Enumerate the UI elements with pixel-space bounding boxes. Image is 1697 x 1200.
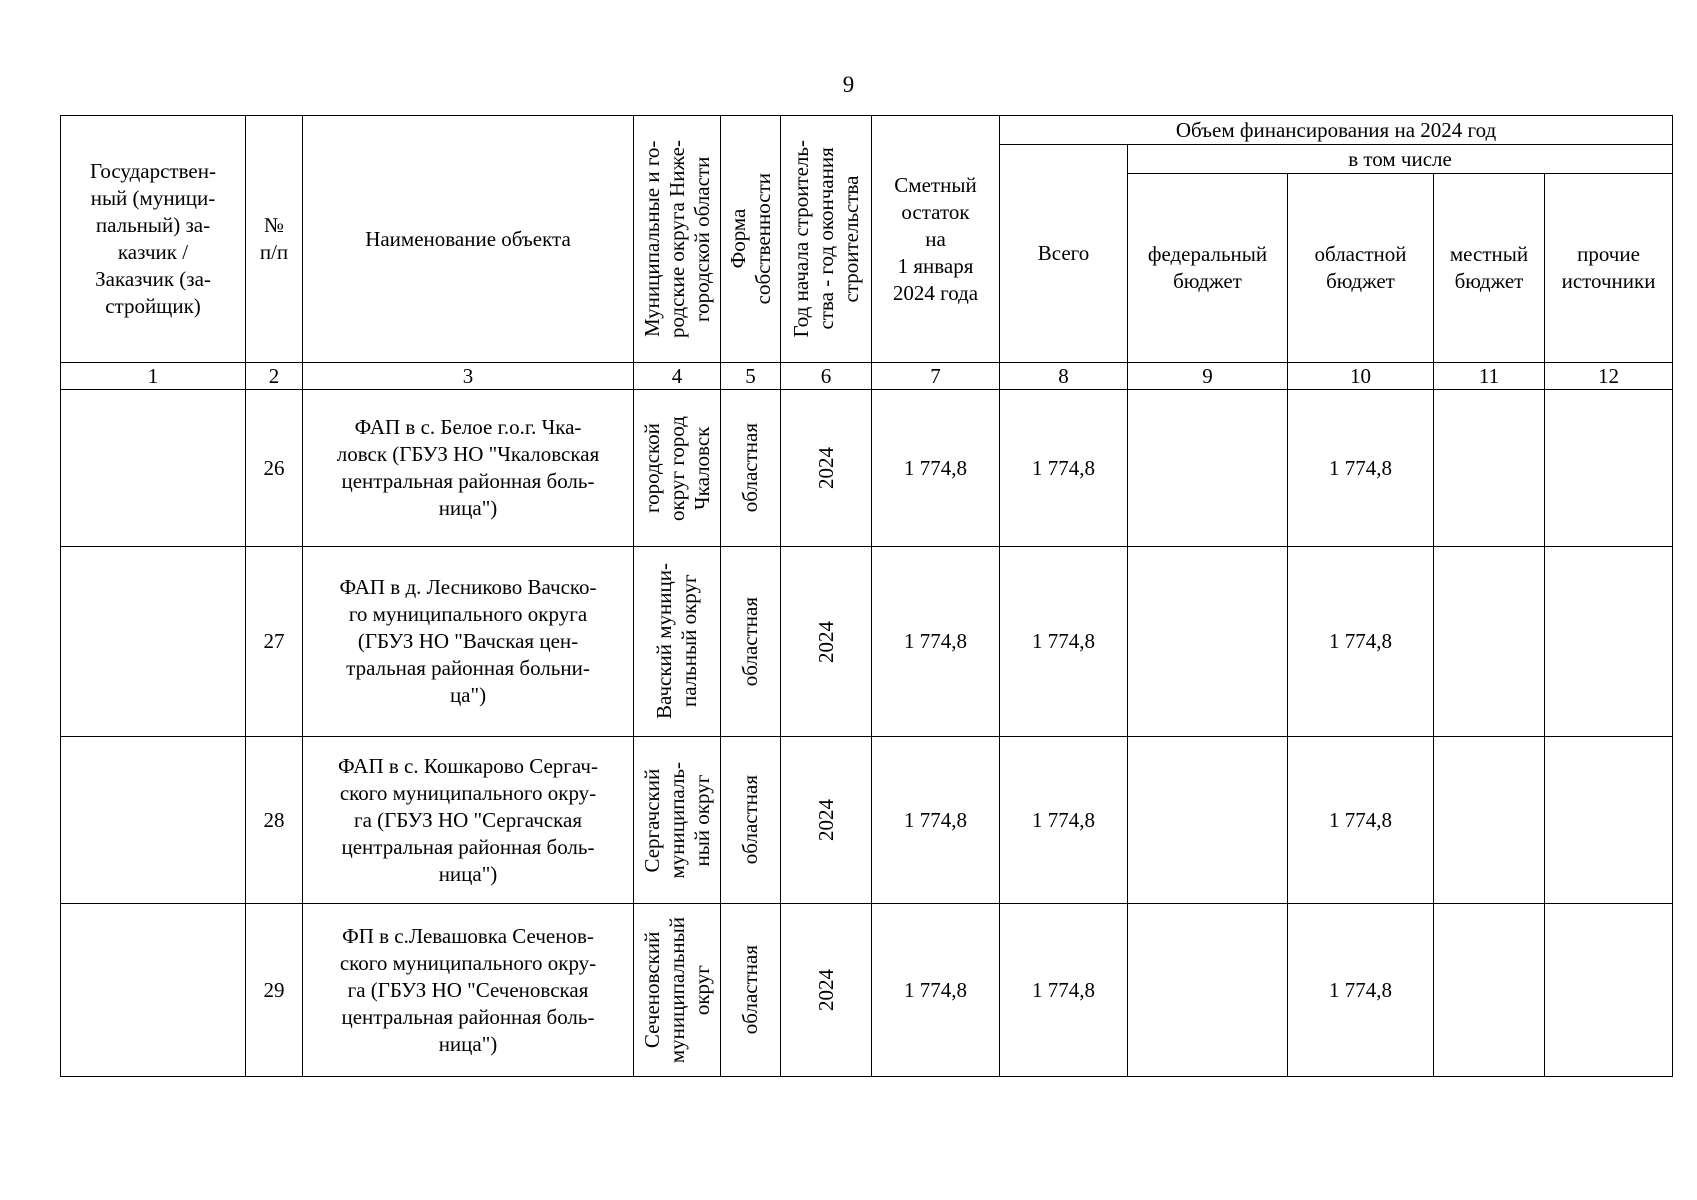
other-amount	[1545, 737, 1673, 904]
local-amount	[1434, 904, 1545, 1077]
estimated-balance: 1 774,8	[872, 390, 1000, 547]
header-local: местный бюджет	[1434, 174, 1545, 363]
table-row	[61, 390, 1673, 547]
years-text: 2024	[813, 620, 838, 663]
header-object-name: Наименование объекта	[303, 116, 634, 363]
years-cell	[781, 904, 872, 1077]
estimated-balance: 1 774,8	[872, 904, 1000, 1077]
page-number: 9	[842, 72, 855, 97]
header-district-cell	[634, 116, 721, 363]
total-amount: 1 774,8	[1000, 547, 1128, 737]
district-text: Сеченовский муниципальный округ	[639, 916, 714, 1064]
federal-amount	[1128, 547, 1288, 737]
customer-cell	[61, 737, 246, 904]
header-row-top	[61, 116, 1673, 145]
column-number: 2	[246, 363, 303, 390]
total-amount: 1 774,8	[1000, 390, 1128, 547]
district-text: Вачский муници- пальный округ	[652, 563, 701, 720]
ownership-cell	[721, 904, 781, 1077]
district-cell	[634, 390, 721, 547]
column-number: 8	[1000, 363, 1128, 390]
financing-table	[60, 115, 1673, 1077]
row-number: 28	[246, 737, 303, 904]
years-cell	[781, 547, 872, 737]
years-cell	[781, 390, 872, 547]
table-row	[61, 904, 1673, 1077]
column-number: 7	[872, 363, 1000, 390]
years-cell	[781, 737, 872, 904]
header-including: в том числе	[1128, 145, 1673, 174]
header-ownership: Форма собственности	[725, 173, 775, 305]
customer-cell	[61, 547, 246, 737]
years-text: 2024	[813, 447, 838, 489]
ownership-text: областная	[738, 775, 762, 865]
local-amount	[1434, 390, 1545, 547]
federal-amount	[1128, 390, 1288, 547]
district-text: Сергачский муниципаль- ный округ	[639, 761, 714, 879]
ownership-cell	[721, 737, 781, 904]
regional-amount: 1 774,8	[1288, 904, 1434, 1077]
district-cell	[634, 904, 721, 1077]
customer-cell	[61, 904, 246, 1077]
object-name: ФАП в с. Кошкарово Сергач- ского муниципального окру- га (ГБУЗ НО "Сергачская центральная районная боль- ница")	[303, 737, 634, 904]
header-years: Год начала строитель- ства - год окончания строительства	[788, 140, 863, 338]
column-number: 4	[634, 363, 721, 390]
district-cell	[634, 737, 721, 904]
customer-cell	[61, 390, 246, 547]
years-text: 2024	[813, 969, 838, 1011]
row-number: 29	[246, 904, 303, 1077]
column-number: 12	[1545, 363, 1673, 390]
header-years-cell	[781, 116, 872, 363]
regional-amount: 1 774,8	[1288, 390, 1434, 547]
column-number: 3	[303, 363, 634, 390]
header-total: Всего	[1000, 145, 1128, 363]
federal-amount	[1128, 737, 1288, 904]
other-amount	[1545, 390, 1673, 547]
estimated-balance: 1 774,8	[872, 737, 1000, 904]
header-federal: федеральный бюджет	[1128, 174, 1288, 363]
column-number: 11	[1434, 363, 1545, 390]
column-number: 10	[1288, 363, 1434, 390]
district-cell	[634, 547, 721, 737]
object-name: ФП в с.Левашовка Сеченов- ского муниципального окру- га (ГБУЗ НО "Сеченовская центральная районная боль- ница")	[303, 904, 634, 1077]
ownership-text: областная	[738, 423, 762, 513]
ownership-cell	[721, 547, 781, 737]
ownership-text: областная	[738, 596, 762, 687]
years-text: 2024	[813, 799, 838, 841]
federal-amount	[1128, 904, 1288, 1077]
header-ownership-cell	[721, 116, 781, 363]
header-customer: Государствен- ный (муници- пальный) за- казчик / Заказчик (за- стройщик)	[61, 116, 246, 363]
object-name: ФАП в с. Белое г.о.г. Чка- ловск (ГБУЗ НО "Чкаловская центральная районная боль- ница")	[303, 390, 634, 547]
ownership-cell	[721, 390, 781, 547]
estimated-balance: 1 774,8	[872, 547, 1000, 737]
header-other: прочие источники	[1545, 174, 1673, 363]
row-number: 27	[246, 547, 303, 737]
table-row	[61, 547, 1673, 737]
other-amount	[1545, 904, 1673, 1077]
table-row	[61, 737, 1673, 904]
local-amount	[1434, 547, 1545, 737]
regional-amount: 1 774,8	[1288, 737, 1434, 904]
total-amount: 1 774,8	[1000, 904, 1128, 1077]
local-amount	[1434, 737, 1545, 904]
district-text: городской округ город Чкаловск	[639, 415, 714, 521]
header-district: Муниципальные и го- родские округа Ниже- городской области	[639, 140, 714, 338]
column-number: 9	[1128, 363, 1288, 390]
object-name: ФАП в д. Лесниково Вачско- го муниципального округа (ГБУЗ НО "Вачская цен- тральная районная больни- ца")	[303, 547, 634, 737]
header-regional: областной бюджет	[1288, 174, 1434, 363]
column-number: 1	[61, 363, 246, 390]
column-numbers-row	[61, 363, 1673, 390]
total-amount: 1 774,8	[1000, 737, 1128, 904]
header-estimated-balance: Сметный остаток на 1 января 2024 года	[872, 116, 1000, 363]
regional-amount: 1 774,8	[1288, 547, 1434, 737]
column-number: 6	[781, 363, 872, 390]
header-number: № п/п	[246, 116, 303, 363]
column-number: 5	[721, 363, 781, 390]
row-number: 26	[246, 390, 303, 547]
header-financing: Объем финансирования на 2024 год	[1000, 116, 1673, 145]
other-amount	[1545, 547, 1673, 737]
ownership-text: областная	[738, 945, 762, 1035]
